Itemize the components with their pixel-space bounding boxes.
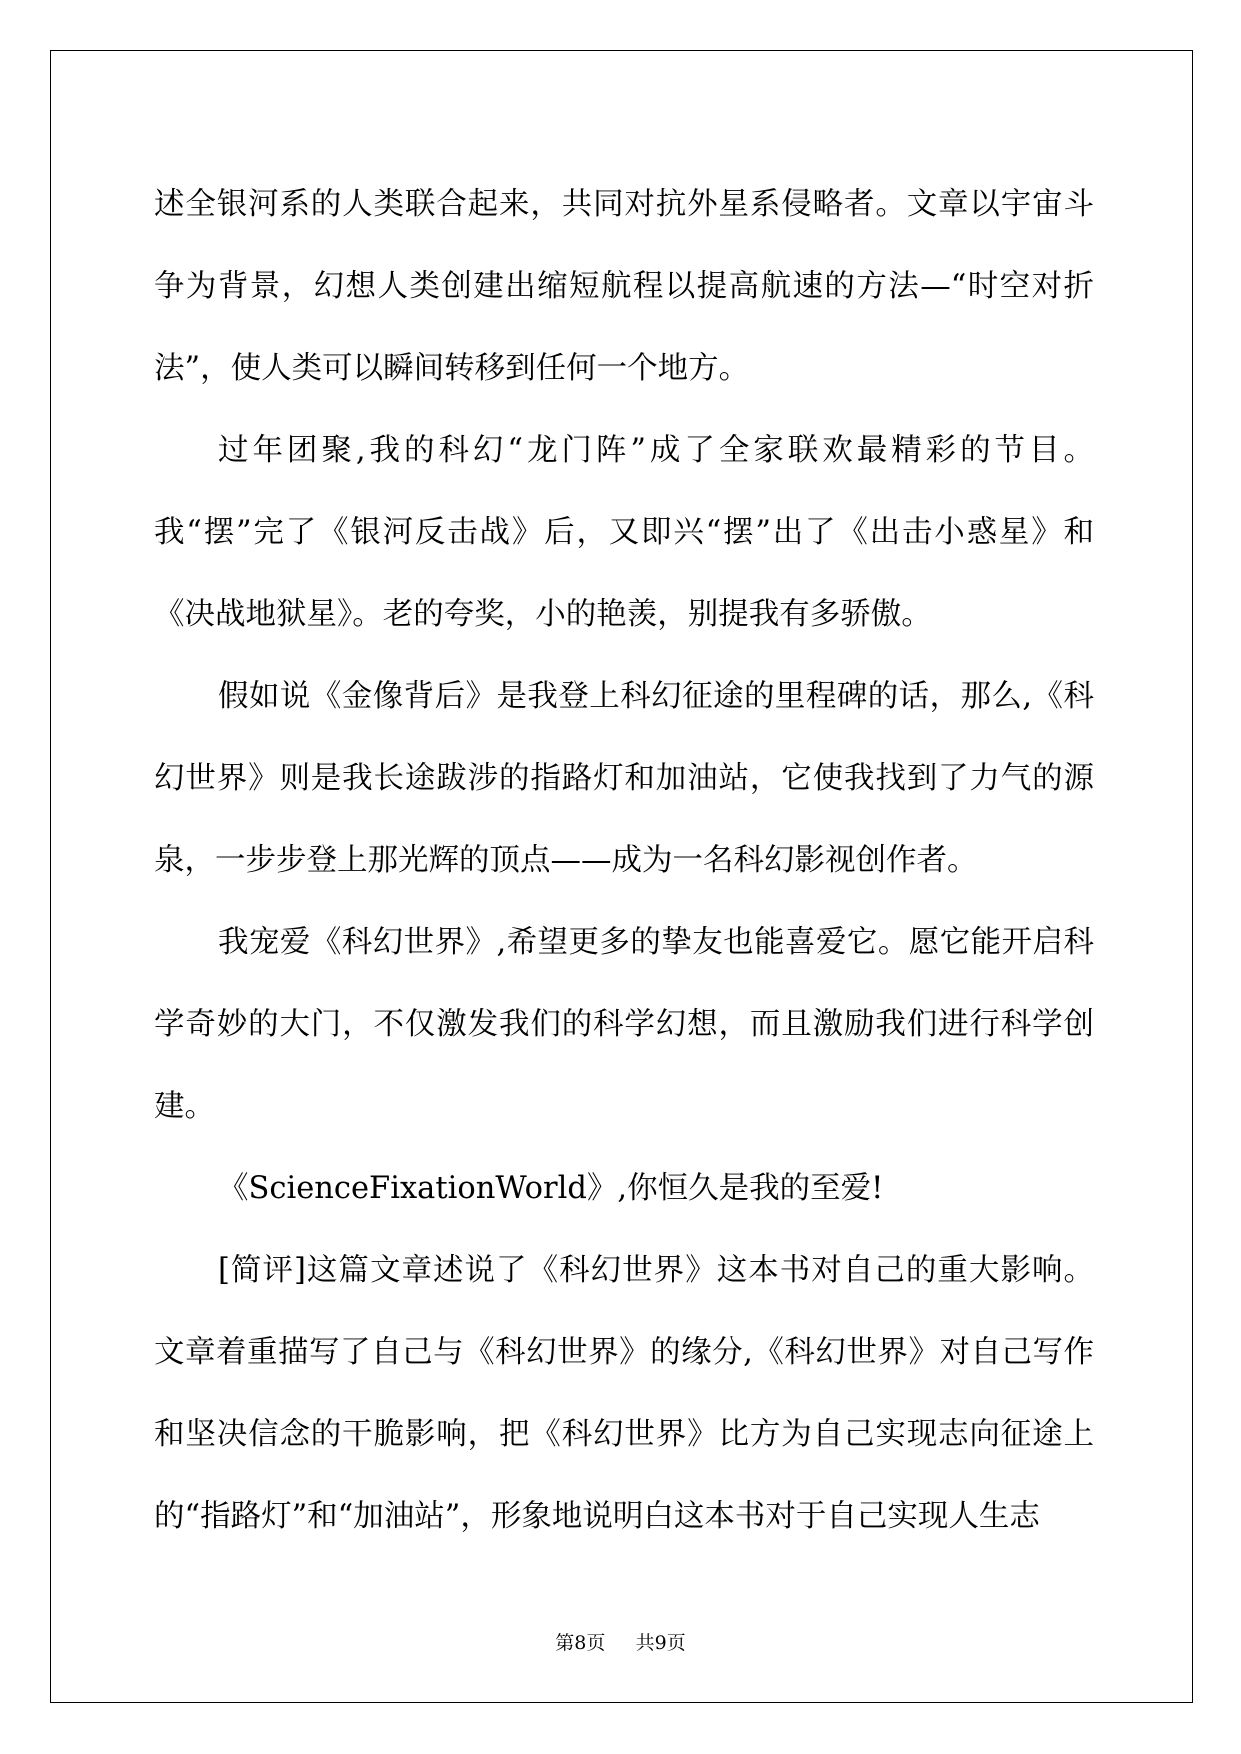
page-total: 共9页 — [635, 1632, 686, 1654]
page-number: 第8页 — [555, 1632, 606, 1654]
paragraph-1: 述全银河系的人类联合起来，共同对抗外星系侵略者。文章以宇宙斗争为背景，幻想人类创建出缩短航程以提高航速的方法—“时空对折法”，使人类可以瞬间转移到任何一个地方。 — [154, 187, 1094, 386]
paragraph-2: 过年团聚,我的科幻“龙门阵”成了全家联欢最精彩的节目。我“摆”完了《银河反击战》后，又即兴“摆”出了《出击小惑星》和《决战地狱星》。老的夸奖，小的艳羡，别提我有多骄傲。 — [154, 433, 1094, 632]
paragraph-3: 假如说《金像背后》是我登上科幻征途的里程碑的话，那么,《科幻世界》则是我长途跋涉的指路灯和加油站，它使我找到了力气的源泉，一步步登上那光辉的顶点——成为一名科幻影视创作者。 — [154, 679, 1094, 878]
page-gap — [611, 1632, 629, 1654]
paragraph-6: [简评]这篇文章述说了《科幻世界》这本书对自己的重大影响。文章着重描写了自己与《科幻世界》的缘分,《科幻世界》对自己写作和坚决信念的干脆影响，把《科幻世界》比方为自己实现志向征途上的“指路灯”和“加油站”，形象地说明白这本书对于自己实现人生志 — [154, 1253, 1094, 1534]
page-footer — [0, 1628, 1241, 1655]
body-text — [154, 164, 1094, 1558]
paragraph-4: 我宠爱《科幻世界》,希望更多的挚友也能喜爱它。愿它能开启科学奇妙的大门，不仅激发我们的科学幻想，而且激励我们进行科学创建。 — [154, 925, 1094, 1124]
paragraph-5: 《ScienceFixationWorld》,你恒久是我的至爱! — [218, 1171, 884, 1206]
